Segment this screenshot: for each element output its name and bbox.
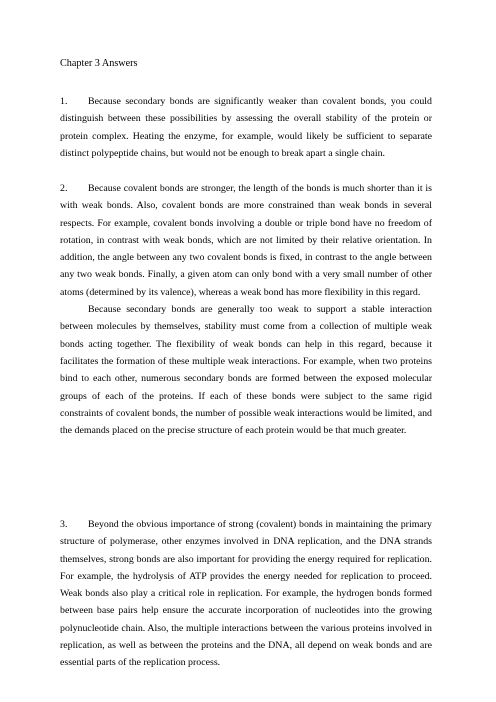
answer-1-text: Because secondary bonds are significantly weaker than covalent bonds, you could distinguish between these possibilities by assessing the overall stability of the protein or protein complex. Heating the enzyme, for example, would likely be sufficient to separate distinct polypeptide chains, but would not be enough to break apart a single chain. [60, 96, 432, 159]
answer-1-number: 1. [60, 96, 68, 107]
answer-2-number: 2. [60, 183, 68, 194]
document-title: Chapter 3 Answers [60, 58, 138, 69]
answer-3-text: Beyond the obvious importance of strong (covalent) bonds in maintaining the primary structure of polymerase, other enzymes involved in DNA replication, and the DNA strands themselves, strong bonds are also important for providing the energy required for replication. For example, the hydrolysis of ATP provides the energy needed for replication to proceed. Weak bonds also play a critical role in replication. For example, the hydrogen bonds formed between base pairs help ensure the accurate incorporation of nucleotides into the growing polynucleotide chain. Also, the multiple interactions between the various proteins involved in replication, as well as between the proteins and the DNA, all depend on weak bonds and are essential parts of the replication process. [60, 519, 432, 669]
answer-2-text-1: Because covalent bonds are stronger, the length of the bonds is much shorter than it is with weak bonds. Also, covalent bonds are more constrained than weak bonds in several respects. For example, covalent bonds involving a double or triple bond have no freedom of rotation, in contrast with weak bonds, which are not limited by their relative orientation. In addition, the angle between any two covalent bonds is fixed, in contrast to the angle between any two weak bonds. Finally, a given atom can only bond with a very small number of other atoms (determined by its valence), whereas a weak bond has more flexibility in this regard. [60, 183, 432, 298]
answer-1-paragraph-1 [60, 93, 432, 162]
answer-1 [60, 93, 432, 162]
answer-2 [60, 180, 432, 439]
answer-2-paragraph-2: Because secondary bonds are generally too weak to support a stable interaction between molecules by themselves, stability must come from a collection of multiple weak bonds acting together. The flexibility of weak bonds can help in this regard, because it facilitates the formation of these multiple weak interactions. For example, when two proteins bind to each other, numerous secondary bonds are formed between the exposed molecular groups of each of the proteins. If each of these bonds were subject to the same rigid constraints of covalent bonds, the number of possible weak interactions would be limited, and the demands placed on the precise structure of each protein would be that much greater. [60, 304, 432, 437]
answer-3-paragraph-1 [60, 516, 432, 672]
answer-2-paragraph-1 [60, 180, 432, 301]
answer-3-number: 3. [60, 519, 68, 530]
answer-3 [60, 516, 432, 672]
